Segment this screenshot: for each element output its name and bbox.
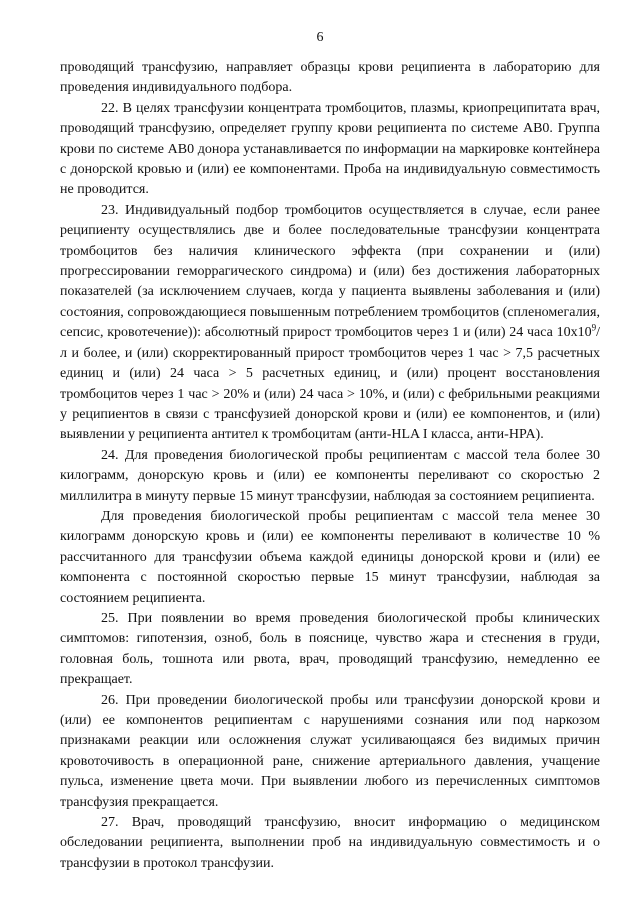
paragraph-23 <box>60 201 600 446</box>
paragraph-27: 27. Врач, проводящий трансфузию, вносит информацию о медицинском обследовании реципиента, выполнении проб на индивидуальную совместимость и о трансфузии в протокол трансфузии. <box>60 815 600 871</box>
exponent: 9 <box>591 322 597 333</box>
paragraph-continuation: проводящий трансфузию, направляет образцы крови реципиента в лабораторию для проведения индивидуального подбора. <box>60 60 600 96</box>
document-body <box>60 58 600 874</box>
page-number: 6 <box>316 30 324 45</box>
paragraph-23-text-end: /л и более, и (или) скорректированный прирост тромбоцитов через 1 час > 7,5 расчетных единиц и (или) 24 часа > 5 расчетных единиц, и (или) процент восстановления тромбоцитов через 1 час > 20% и (или) 24 часа > 10%, и (или) с фебрильными реакциями у реципиентов в связи с трансфузией донорской крови и (или) ее компонентов, и (или) выявлении у реципиента антител к тромбоцитам (анти-HLA I класса, анти-HPA). <box>60 325 600 443</box>
paragraph-25: 25. При появлении во время проведения биологической пробы клинических симптомов: гипотензия, озноб, боль в пояснице, чувство жара и стеснения в груди, головная боль, тошнота или рвота, врач, проводящий трансфузию, немедленно ее прекращает. <box>60 610 600 688</box>
paragraph-23-text-start: 23. Индивидуальный подбор тромбоцитов осуществляется в случае, если ранее реципиенту осуществлялись две и более последовательные трансфузии концентрата тромбоцитов без наличия клинического эффекта (при сохранении и (или) прогрессировании геморрагического синдрома) и (или) без достижения лабораторных показателей (за исключением случаев, когда у пациента выявлены заболевания и (или) состояния, сопровождающиеся повышенным потреблением тромбоцитов (спленомегалия, сепсис, кровотечение)): абсолютный прирост тромбоцитов через 1 и (или) 24 часа 10x10 <box>60 202 600 341</box>
paragraph-26: 26. При проведении биологической пробы или трансфузии донорской крови и (или) ее компонентов реципиентам с нарушениями сознания или под наркозом признаками реакции или осложнения служат усиливающаяся без видимых причин кровоточивость в операционной ране, снижение артериального давления, учащение пульса, изменение цвета мочи. При выявлении любого из перечисленных симптомов трансфузия прекращается. <box>60 692 600 810</box>
paragraph-24: 24. Для проведения биологической пробы реципиентам с массой тела более 30 килограмм, донорскую кровь и (или) ее компоненты переливают со скоростью 2 миллилитра в минуту первые 15 минут трансфузии, наблюдая за состоянием реципиента. <box>60 447 600 504</box>
paragraph-24-continued: Для проведения биологической пробы реципиентам с массой тела менее 30 килограмм донорскую кровь и (или) ее компоненты переливают в количестве 10 % рассчитанного для трансфузии объема каждой единицы донорской крови и (или) ее компонента с постоянной скоростью первые 15 минут трансфузии, наблюдая за состоянием реципиента. <box>60 508 600 606</box>
paragraph-22: 22. В целях трансфузии концентрата тромбоцитов, плазмы, криопреципитата врач, проводящий трансфузию, определяет группу крови реципиента по системе AB0. Группа крови по системе AB0 донора устанавливается по информации на маркировке контейнера с донорской кровью и (или) ее компонентами. Проба на индивидуальную совместимость не проводится. <box>60 100 600 198</box>
